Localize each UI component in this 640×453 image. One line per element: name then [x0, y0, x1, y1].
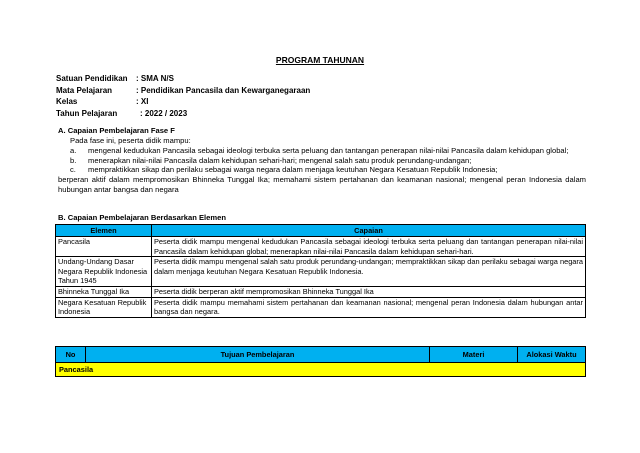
meta-row-satuan — [56, 73, 310, 85]
document-meta — [56, 73, 310, 119]
table-group-row — [56, 363, 586, 377]
meta-value: : 2022 / 2023 — [140, 108, 188, 118]
elemen-cell: Bhinneka Tunggal Ika — [56, 286, 152, 297]
list-text: mengenal kedudukan Pancasila sebagai ideologi terbuka serta peluang dan tantangan penerapan nilai-nilai Pancasila dalam kehidupan global; — [88, 145, 569, 155]
list-item — [58, 146, 586, 156]
section-a-heading: A. Capaian Pembelajaran Fase F — [58, 126, 175, 135]
tujuan-table — [55, 346, 586, 377]
page-title: PROGRAM TAHUNAN — [275, 55, 365, 65]
header-capaian: Capaian — [152, 225, 586, 237]
capaian-cell: Peserta didik mampu memahami sistem pertahanan dan keamanan nasional; mengenal peran Indonesia dalam hubungan antar bangsa dan negara. — [152, 297, 586, 317]
meta-row-kelas — [56, 96, 310, 108]
meta-value: : XI — [136, 97, 149, 106]
header-materi: Materi — [430, 347, 518, 363]
table-row — [56, 297, 586, 317]
meta-label: Satuan Pendidikan — [56, 74, 128, 83]
table-header-row — [56, 347, 586, 363]
capaian-cell: Peserta didik berperan aktif mempromosikan Bhinneka Tunggal Ika — [152, 286, 586, 297]
capaian-table — [55, 224, 586, 318]
meta-row-mapel — [56, 85, 310, 97]
meta-value: : Pendidikan Pancasila dan Kewarganegaraan — [136, 85, 311, 95]
table-row — [56, 257, 586, 287]
header-alokasi: Alokasi Waktu — [518, 347, 586, 363]
capaian-cell: Peserta didik mampu mengenal kedudukan Pancasila sebagai ideologi terbuka serta peluang dan tantangan penerapan nilai-nilai Pancasila dalam kehidupan global; menerapkan nilai-nilai Pancasila dalam kehidupan sehari-hari. — [152, 237, 586, 257]
header-elemen: Elemen — [56, 225, 152, 237]
table-header-row — [56, 225, 586, 237]
meta-label: Mata Pelajaran — [56, 85, 113, 95]
elemen-cell: Pancasila — [56, 237, 152, 257]
capaian-cell: Peserta didik mampu mengenal salah satu produk perundang-undangan; mempraktikkan sikap dan perilaku sebagai warga negara dalam menjaga keutuhan Negara Kesatuan Republik Indonesia. — [152, 257, 586, 287]
list-marker: c. — [70, 165, 76, 175]
section-a-intro: Pada fase ini, peserta didik mampu: — [70, 136, 191, 145]
list-marker: a. — [70, 145, 77, 155]
meta-value: : SMA N/S — [136, 74, 174, 83]
list-marker: b. — [70, 155, 77, 165]
elemen-cell: Undang-Undang Dasar Negara Republik Indonesia Tahun 1945 — [56, 257, 152, 287]
header-tujuan: Tujuan Pembelajaran — [86, 347, 430, 363]
group-label-pancasila: Pancasila — [56, 363, 586, 377]
section-a-body — [58, 136, 586, 195]
list-text: mempraktikkan sikap dan perilaku sebagai warga negara dalam menjaga keutuhan Negara Kesatuan Republik Indonesia; — [88, 165, 498, 175]
list-item — [58, 156, 586, 166]
meta-label: Tahun Pelajaran — [56, 108, 118, 118]
list-text: menerapkan nilai-nilai Pancasila dalam kehidupan sehari-hari; mengenal salah satu produk perundang-undangan; — [88, 155, 472, 165]
meta-row-tahun — [56, 108, 310, 120]
table-row — [56, 286, 586, 297]
header-no: No — [56, 347, 86, 363]
meta-label: Kelas — [56, 97, 78, 106]
table-row — [56, 237, 586, 257]
section-b-heading: B. Capaian Pembelajaran Berdasarkan Elemen — [58, 213, 226, 222]
section-a-closing: berperan aktif dalam mempromosikan Bhinneka Tunggal Ika; memahami sistem pertahanan dan keamanan nasional; mengenal peran Indonesia dalam hubungan antar bangsa dan negara — [58, 175, 586, 194]
list-item — [58, 165, 586, 175]
elemen-cell: Negara Kesatuan Republik Indonesia — [56, 297, 152, 317]
